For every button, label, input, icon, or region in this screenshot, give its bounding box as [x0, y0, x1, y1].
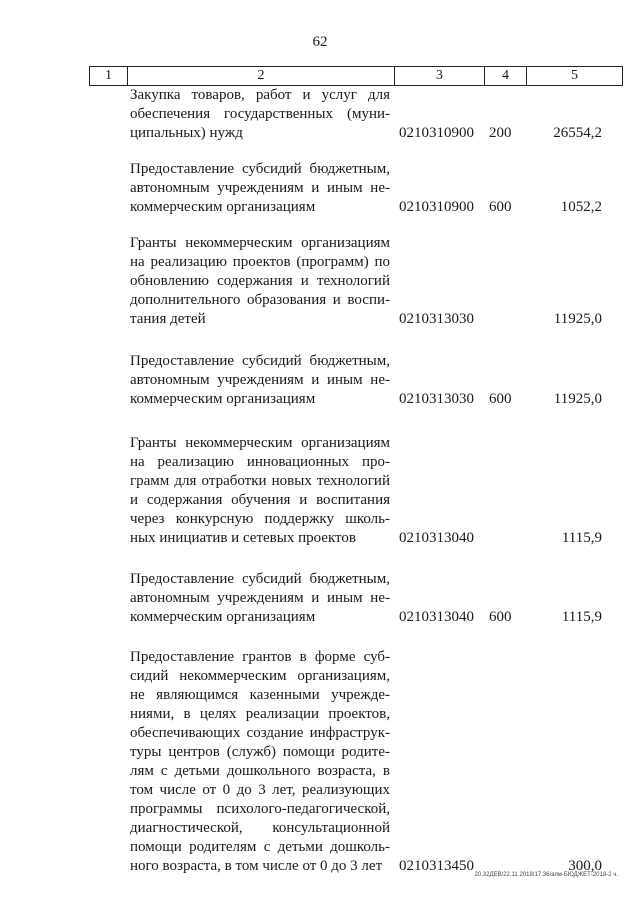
column-header-row: [90, 67, 623, 86]
row-code: 0210313040: [399, 530, 474, 546]
description-line: сидий некоммерческим организациям,: [130, 668, 390, 684]
description-line: автономным учреждениям и иным не-: [130, 180, 390, 196]
row-amount: 11925,0: [553, 391, 602, 407]
row-description: [130, 234, 390, 329]
row-expense-type: 600: [489, 609, 512, 625]
description-line: дополнительного образования и воспи-: [130, 292, 390, 308]
row-code: 0210313030: [399, 311, 474, 327]
row-amount: 1115,9: [561, 530, 602, 546]
description-line: ниями, в целях реализации проектов,: [130, 706, 390, 722]
table-row: [0, 570, 640, 648]
row-code: 0210310900: [399, 125, 474, 141]
description-line: через конкурсную поддержку школь-: [130, 511, 390, 527]
description-line: обеспечивающих создание инфраструк-: [130, 725, 390, 741]
row-expense-type: 200: [489, 125, 512, 141]
description-line: грамм для отработки новых технологий: [130, 473, 390, 489]
description-line: Предоставление субсидий бюджетным,: [130, 571, 390, 587]
description-line: ципальных) нужд: [130, 125, 243, 141]
description-line: не являющимся казенными учрежде-: [130, 687, 390, 703]
description-line: ного возраста, в том числе от 0 до 3 лет: [130, 858, 383, 874]
row-description: [130, 570, 390, 627]
description-line: туры центров (служб) помощи родите-: [130, 744, 390, 760]
row-description: [130, 434, 390, 548]
page-number: 62: [312, 34, 328, 50]
row-expense-type: 600: [489, 199, 512, 215]
description-line: автономным учреждениям и иным не-: [130, 590, 390, 606]
column-header-1: 1: [90, 67, 128, 86]
table-row: [0, 434, 640, 570]
table-row: [0, 86, 640, 160]
row-description: [130, 648, 390, 876]
row-description: [130, 160, 390, 217]
description-line: лям с детьми дошкольного возраста, в: [130, 763, 390, 779]
row-amount: 11925,0: [553, 311, 602, 327]
budget-rows: [0, 86, 640, 876]
table-row: [0, 352, 640, 434]
row-code: 0210313030: [399, 391, 474, 407]
column-header-2: 2: [128, 67, 395, 86]
row-amount: 26554,2: [553, 125, 602, 141]
description-line: программы психолого-педагогической,: [130, 801, 390, 817]
row-code: 0210313040: [399, 609, 474, 625]
row-description: [130, 352, 390, 409]
description-line: коммерческим организациям: [130, 609, 316, 625]
description-line: и содержания обучения и воспитания: [130, 492, 390, 508]
row-amount: 300,0: [568, 858, 602, 874]
description-line: диагностической, консультационной: [130, 820, 390, 836]
description-line: помощи родителям с детьми дошколь-: [130, 839, 390, 855]
description-line: Предоставление субсидий бюджетным,: [130, 353, 390, 369]
description-line: коммерческим организациям: [130, 391, 316, 407]
column-header-3: 3: [395, 67, 485, 86]
row-code: 0210313450: [399, 858, 474, 874]
column-header-5: 5: [527, 67, 623, 86]
description-line: Гранты некоммерческим организациям: [130, 435, 390, 451]
column-header-table: [89, 66, 623, 86]
row-description: [130, 86, 390, 143]
row-amount: 1052,2: [560, 199, 602, 215]
description-line: тания детей: [130, 311, 206, 327]
description-line: Гранты некоммерческим организациям: [130, 235, 390, 251]
description-line: Предоставление субсидий бюджетным,: [130, 161, 390, 177]
table-row: [0, 160, 640, 234]
row-code: 0210310900: [399, 199, 474, 215]
description-line: обеспечения государственных (муни-: [130, 106, 390, 122]
table-row: [0, 648, 640, 876]
footer-stamp: 20.32ДЕВ/22.11.2018/17.36/апм-БЮДЖЕТ-2018-2 ч.: [474, 872, 618, 878]
description-line: Предоставление грантов в форме суб-: [130, 649, 390, 665]
description-line: Закупка товаров, работ и услуг для: [130, 87, 390, 103]
column-header-4: 4: [485, 67, 527, 86]
row-amount: 1115,9: [561, 609, 602, 625]
description-line: коммерческим организациям: [130, 199, 316, 215]
description-line: автономным учреждениям и иным не-: [130, 372, 390, 388]
description-line: ных инициатив и сетевых проектов: [130, 530, 356, 546]
description-line: обновлению содержания и технологий: [130, 273, 390, 289]
description-line: на реализацию инновационных про-: [130, 454, 390, 470]
description-line: на реализацию проектов (программ) по: [130, 254, 390, 270]
row-expense-type: 600: [489, 391, 512, 407]
description-line: том числе от 0 до 3 лет, реализующих: [130, 782, 390, 798]
table-row: [0, 234, 640, 352]
